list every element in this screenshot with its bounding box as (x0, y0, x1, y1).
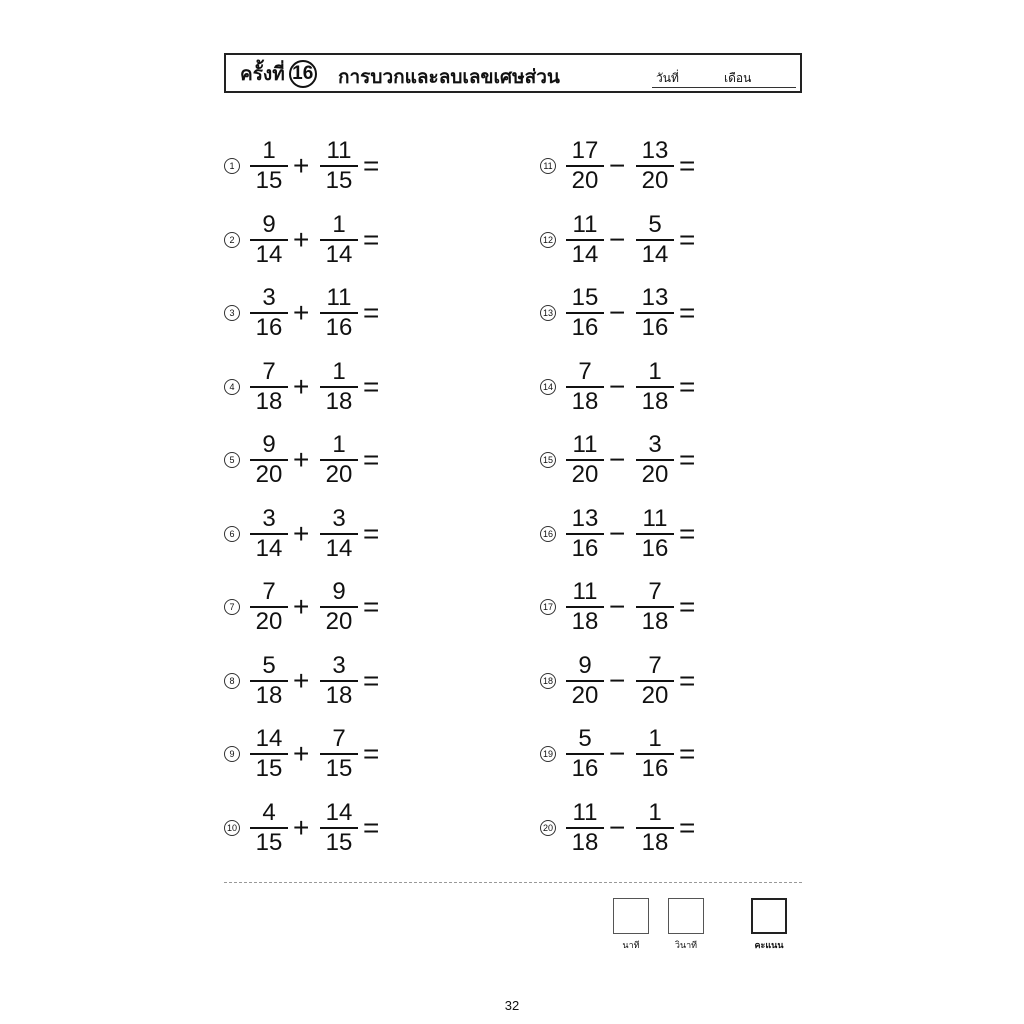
seconds-box[interactable] (668, 898, 704, 934)
first-numerator: 7 (262, 578, 276, 605)
first-fraction (564, 579, 606, 635)
operator: − (609, 297, 626, 328)
problem-number: 1 (224, 158, 240, 174)
problem-number: 16 (540, 526, 556, 542)
second-numerator: 11 (326, 284, 352, 311)
problem-12 (540, 212, 740, 272)
first-fraction (564, 800, 606, 856)
first-numerator: 9 (262, 211, 276, 238)
worksheet-header (224, 53, 802, 93)
first-numerator: 11 (572, 431, 598, 458)
answer-space[interactable] (706, 142, 740, 194)
first-numerator: 5 (578, 725, 592, 752)
answer-space[interactable] (390, 436, 424, 488)
operator: + (293, 150, 310, 181)
answer-space[interactable] (706, 436, 740, 488)
date-field[interactable] (652, 67, 796, 88)
first-fraction (564, 653, 606, 709)
second-numerator: 7 (648, 652, 662, 679)
problem-10 (224, 800, 424, 860)
equals-sign: = (679, 738, 696, 769)
problem-1 (224, 138, 424, 198)
first-denominator: 20 (255, 461, 283, 488)
first-fraction (564, 432, 606, 488)
first-denominator: 18 (255, 682, 283, 709)
answer-space[interactable] (706, 510, 740, 562)
first-fraction (564, 359, 606, 415)
equals-sign: = (679, 150, 696, 181)
answer-space[interactable] (706, 363, 740, 415)
problem-13 (540, 285, 740, 345)
second-numerator: 7 (648, 578, 662, 605)
second-fraction (318, 579, 360, 635)
problem-7 (224, 579, 424, 639)
problem-16 (540, 506, 740, 566)
first-fraction (248, 212, 290, 268)
seconds-label: วินาที (674, 940, 698, 950)
first-denominator: 16 (571, 314, 599, 341)
worksheet-title: การบวกและลบเลขเศษส่วน (338, 67, 560, 88)
second-fraction (634, 212, 676, 268)
operator: + (293, 518, 310, 549)
second-denominator: 14 (641, 241, 669, 268)
problem-8 (224, 653, 424, 713)
second-denominator: 20 (641, 461, 669, 488)
first-fraction (248, 285, 290, 341)
first-numerator: 3 (262, 505, 276, 532)
equals-sign: = (679, 297, 696, 328)
problem-2 (224, 212, 424, 272)
session-indicator (240, 59, 317, 89)
first-numerator: 11 (572, 799, 598, 826)
first-denominator: 18 (255, 388, 283, 415)
divider-line (224, 882, 802, 883)
equals-sign: = (363, 665, 380, 696)
problem-number: 6 (224, 526, 240, 542)
answer-space[interactable] (390, 583, 424, 635)
first-numerator: 11 (572, 211, 598, 238)
session-number: 16 (289, 60, 317, 88)
problem-3 (224, 285, 424, 345)
second-denominator: 20 (325, 461, 353, 488)
answer-space[interactable] (390, 216, 424, 268)
operator: + (293, 665, 310, 696)
problem-11 (540, 138, 740, 198)
second-fraction (634, 506, 676, 562)
operator: + (293, 591, 310, 622)
equals-sign: = (679, 518, 696, 549)
first-fraction (248, 579, 290, 635)
first-numerator: 14 (255, 725, 283, 752)
operator: + (293, 812, 310, 843)
operator: + (293, 444, 310, 475)
equals-sign: = (363, 371, 380, 402)
first-numerator: 11 (572, 578, 598, 605)
second-numerator: 3 (332, 505, 346, 532)
first-fraction (564, 726, 606, 782)
first-denominator: 20 (255, 608, 283, 635)
problem-17 (540, 579, 740, 639)
second-numerator: 7 (332, 725, 346, 752)
second-denominator: 15 (325, 167, 353, 194)
second-fraction (634, 432, 676, 488)
operator: + (293, 371, 310, 402)
second-fraction (634, 800, 676, 856)
second-numerator: 14 (325, 799, 353, 826)
operator: + (293, 224, 310, 255)
first-denominator: 15 (255, 755, 283, 782)
equals-sign: = (363, 591, 380, 622)
minutes-label: นาที (622, 940, 640, 950)
first-fraction (248, 432, 290, 488)
first-fraction (248, 653, 290, 709)
first-numerator: 3 (262, 284, 276, 311)
date-month-label: เดือน (724, 71, 752, 85)
second-denominator: 18 (641, 388, 669, 415)
first-numerator: 1 (262, 137, 276, 164)
first-numerator: 7 (262, 358, 276, 385)
second-denominator: 20 (641, 682, 669, 709)
second-numerator: 1 (648, 358, 662, 385)
problem-number: 20 (540, 820, 556, 836)
answer-space[interactable] (390, 142, 424, 194)
answer-space[interactable] (706, 657, 740, 709)
equals-sign: = (363, 444, 380, 475)
second-fraction (634, 579, 676, 635)
answer-space[interactable] (706, 583, 740, 635)
equals-sign: = (363, 518, 380, 549)
second-numerator: 1 (332, 431, 346, 458)
problem-19 (540, 726, 740, 786)
operator: − (609, 518, 626, 549)
second-fraction (318, 653, 360, 709)
second-denominator: 15 (325, 829, 353, 856)
answer-space[interactable] (390, 730, 424, 782)
equals-sign: = (679, 665, 696, 696)
equals-sign: = (363, 150, 380, 181)
problem-20 (540, 800, 740, 860)
problem-number: 12 (540, 232, 556, 248)
problem-number: 10 (224, 820, 240, 836)
answer-space[interactable] (390, 657, 424, 709)
second-numerator: 5 (648, 211, 662, 238)
equals-sign: = (679, 591, 696, 622)
problem-number: 9 (224, 746, 240, 762)
equals-sign: = (363, 738, 380, 769)
second-fraction (318, 285, 360, 341)
second-numerator: 1 (648, 725, 662, 752)
second-numerator: 3 (648, 431, 662, 458)
equals-sign: = (679, 224, 696, 255)
answer-space[interactable] (706, 730, 740, 782)
first-denominator: 16 (571, 535, 599, 562)
answer-space[interactable] (706, 289, 740, 341)
problem-5 (224, 432, 424, 492)
second-numerator: 13 (641, 137, 669, 164)
second-fraction (318, 506, 360, 562)
second-denominator: 15 (325, 755, 353, 782)
second-fraction (318, 432, 360, 488)
second-denominator: 14 (325, 535, 353, 562)
first-denominator: 18 (571, 829, 599, 856)
second-numerator: 1 (332, 211, 346, 238)
problem-6 (224, 506, 424, 566)
second-fraction (634, 138, 676, 194)
operator: − (609, 224, 626, 255)
first-fraction (564, 506, 606, 562)
second-denominator: 18 (641, 829, 669, 856)
second-fraction (318, 359, 360, 415)
first-numerator: 9 (578, 652, 592, 679)
problem-15 (540, 432, 740, 492)
equals-sign: = (679, 812, 696, 843)
first-fraction (248, 800, 290, 856)
first-denominator: 20 (571, 682, 599, 709)
second-numerator: 11 (642, 505, 668, 532)
first-fraction (248, 138, 290, 194)
second-numerator: 11 (326, 137, 352, 164)
second-denominator: 16 (325, 314, 353, 341)
problem-number: 11 (540, 158, 556, 174)
first-denominator: 14 (255, 535, 283, 562)
score-box[interactable] (751, 898, 787, 934)
problem-number: 13 (540, 305, 556, 321)
first-fraction (248, 726, 290, 782)
first-numerator: 9 (262, 431, 276, 458)
second-fraction (634, 359, 676, 415)
problem-number: 4 (224, 379, 240, 395)
operator: − (609, 591, 626, 622)
second-denominator: 14 (325, 241, 353, 268)
second-numerator: 1 (648, 799, 662, 826)
problem-number: 7 (224, 599, 240, 615)
second-fraction (318, 726, 360, 782)
first-denominator: 15 (255, 167, 283, 194)
second-fraction (634, 726, 676, 782)
second-fraction (318, 138, 360, 194)
operator: + (293, 297, 310, 328)
answer-space[interactable] (390, 289, 424, 341)
problem-number: 14 (540, 379, 556, 395)
first-numerator: 4 (262, 799, 276, 826)
second-denominator: 18 (325, 682, 353, 709)
first-numerator: 17 (571, 137, 599, 164)
first-denominator: 18 (571, 388, 599, 415)
second-numerator: 13 (641, 284, 669, 311)
equals-sign: = (363, 224, 380, 255)
problem-number: 5 (224, 452, 240, 468)
operator: − (609, 738, 626, 769)
first-fraction (564, 212, 606, 268)
second-denominator: 20 (325, 608, 353, 635)
score-label: คะแนน (754, 940, 784, 950)
problem-number: 3 (224, 305, 240, 321)
second-denominator: 20 (641, 167, 669, 194)
problem-18 (540, 653, 740, 713)
first-denominator: 14 (255, 241, 283, 268)
second-denominator: 18 (325, 388, 353, 415)
second-denominator: 18 (641, 608, 669, 635)
equals-sign: = (363, 812, 380, 843)
first-fraction (248, 506, 290, 562)
first-fraction (564, 285, 606, 341)
answer-space[interactable] (706, 804, 740, 856)
first-denominator: 18 (571, 608, 599, 635)
equals-sign: = (679, 371, 696, 402)
operator: − (609, 444, 626, 475)
first-numerator: 7 (578, 358, 592, 385)
first-numerator: 15 (571, 284, 599, 311)
problem-number: 2 (224, 232, 240, 248)
problem-4 (224, 359, 424, 419)
operator: + (293, 738, 310, 769)
answer-space[interactable] (390, 804, 424, 856)
first-numerator: 13 (571, 505, 599, 532)
problem-number: 17 (540, 599, 556, 615)
minutes-box[interactable] (613, 898, 649, 934)
date-day-label: วันที่ (656, 71, 679, 85)
operator: − (609, 371, 626, 402)
problem-number: 18 (540, 673, 556, 689)
page-number: 32 (504, 998, 520, 1013)
equals-sign: = (363, 297, 380, 328)
answer-space[interactable] (706, 216, 740, 268)
problem-number: 15 (540, 452, 556, 468)
second-denominator: 16 (641, 314, 669, 341)
answer-space[interactable] (390, 363, 424, 415)
first-fraction (248, 359, 290, 415)
first-denominator: 20 (571, 167, 599, 194)
first-denominator: 16 (571, 755, 599, 782)
problem-number: 19 (540, 746, 556, 762)
second-numerator: 1 (332, 358, 346, 385)
first-numerator: 5 (262, 652, 276, 679)
equals-sign: = (679, 444, 696, 475)
second-numerator: 9 (332, 578, 346, 605)
second-fraction (634, 285, 676, 341)
first-denominator: 20 (571, 461, 599, 488)
answer-space[interactable] (390, 510, 424, 562)
second-numerator: 3 (332, 652, 346, 679)
problem-14 (540, 359, 740, 419)
first-fraction (564, 138, 606, 194)
operator: − (609, 812, 626, 843)
problem-number: 8 (224, 673, 240, 689)
problem-9 (224, 726, 424, 786)
first-denominator: 15 (255, 829, 283, 856)
first-denominator: 14 (571, 241, 599, 268)
operator: − (609, 150, 626, 181)
second-denominator: 16 (641, 535, 669, 562)
second-fraction (318, 800, 360, 856)
operator: − (609, 665, 626, 696)
first-denominator: 16 (255, 314, 283, 341)
second-fraction (634, 653, 676, 709)
second-denominator: 16 (641, 755, 669, 782)
session-label: ครั้งที่ (240, 64, 285, 85)
second-fraction (318, 212, 360, 268)
